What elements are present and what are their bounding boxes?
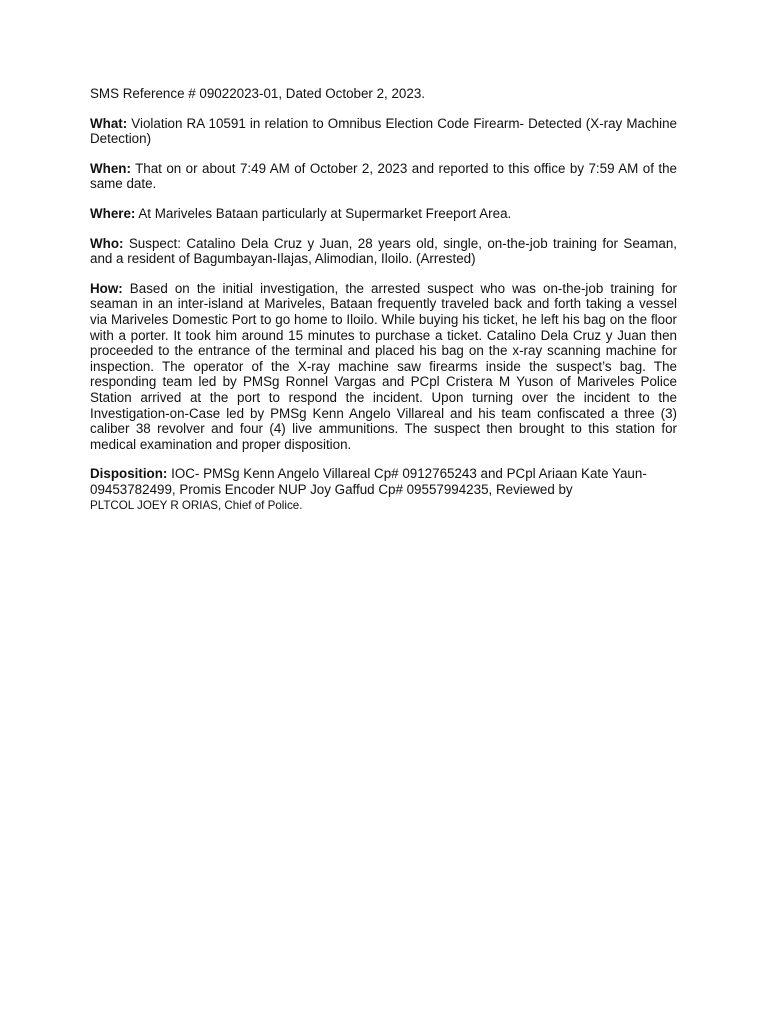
how-section [90,281,677,453]
when-section [90,161,677,192]
how-text: Based on the initial investigation, the arrested suspect who was on-the-job training for seaman in an inter-island at Mariveles, Bataan frequently traveled back and forth taking a vessel via Mariveles Domestic Port to go home to Iloilo. While buying his ticket, he left his bag on the floor with a porter. It took him around 15 minutes to purchase a ticket. Catalino Dela Cruz y Juan then proceeded to the entrance of the terminal and placed his bag on the x-ray scanning machine for inspection. The operator of the X-ray machine saw firearms inside the suspect’s bag. The responding team led by PMSg Ronnel Vargas and PCpl Cristera M Yuson of Mariveles Police Station arrived at the port to respond the incident. Upon turning over the incident to the Investigation-on-Case led by PMSg Kenn Angelo Villareal and his team confiscated a three (3) caliber 38 revolver and four (4) live ammunitions. The suspect then brought to this station for medical examination and proper disposition. [90,280,677,452]
report-document [90,86,677,528]
what-label: What: [90,115,128,131]
where-label: Where: [90,205,136,221]
who-label: Who: [90,235,124,251]
when-label: When: [90,160,131,176]
when-text: That on or about 7:49 AM of October 2, 2023 and reported to this office by 7:59 AM of the same date. [90,160,677,192]
where-section [90,206,677,222]
who-section [90,236,677,267]
what-text: Violation RA 10591 in relation to Omnibus Election Code Firearm- Detected (X-ray Machine Detection) [90,115,677,147]
how-label: How: [90,280,123,296]
sms-reference: SMS Reference # 09022023-01, Dated October 2, 2023. [90,86,425,101]
disposition-text: IOC- PMSg Kenn Angelo Villareal Cp# 0912765243 and PCpl Ariaan Kate Yaun- 09453782499, Promis Encoder NUP Joy Gaffud Cp# 09557994235, Reviewed by [90,466,647,497]
what-section [90,116,677,147]
who-text: Suspect: Catalino Dela Cruz y Juan, 28 years old, single, on-the-job training for Seaman, and a resident of Bagumbayan-Ilajas, Alimodian, Iloilo. (Arrested) [90,235,677,267]
where-text: At Mariveles Bataan particularly at Supermarket Freeport Area. [135,205,512,221]
disposition-section [90,466,677,514]
reviewer-signature: PLTCOL JOEY R ORIAS, Chief of Police. [90,499,303,513]
disposition-label: Disposition: [90,466,168,482]
